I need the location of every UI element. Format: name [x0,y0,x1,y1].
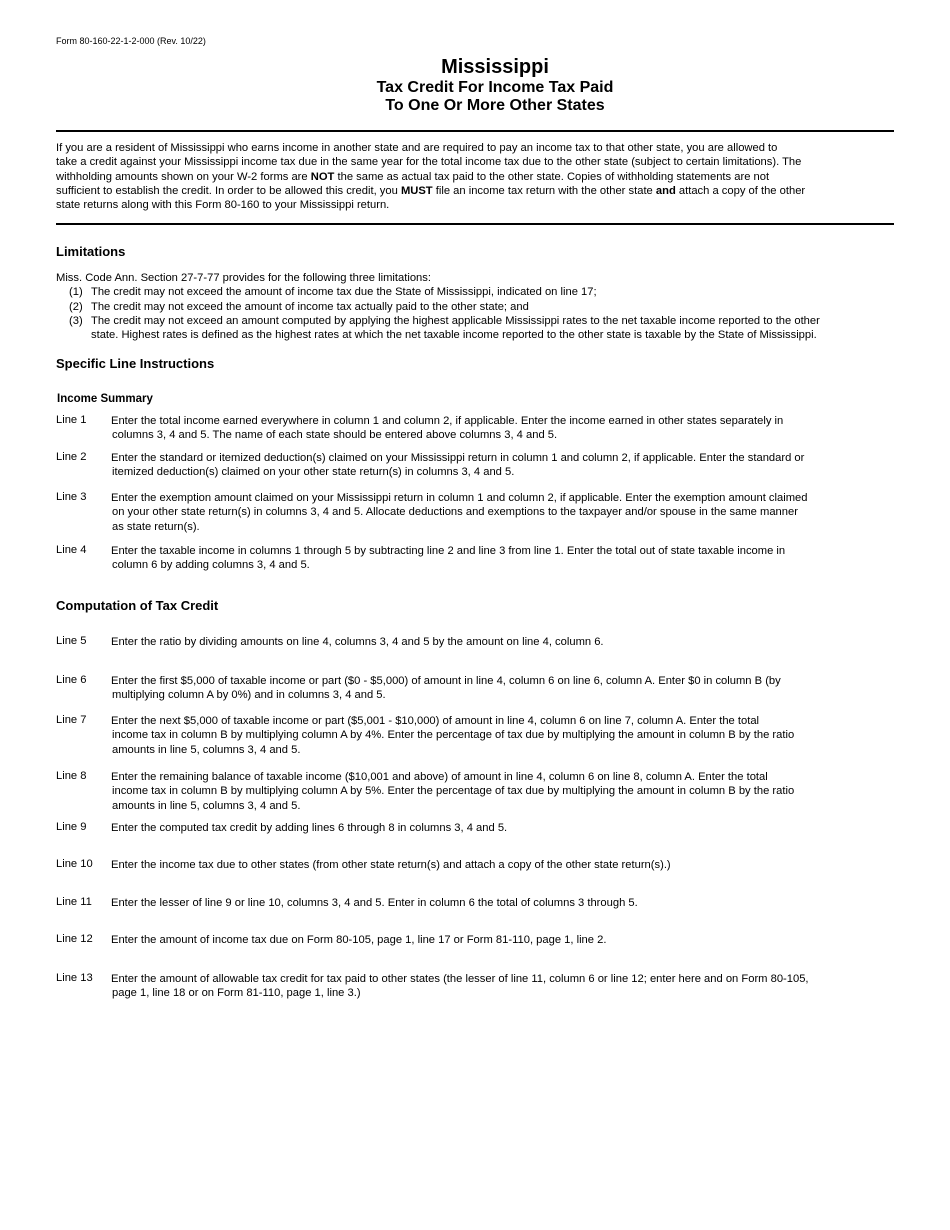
line-10-text: Enter the income tax due to other states (from other state return(s) and attach a copy of the other state return(s).) [111,859,671,871]
line-8-text: Enter the remaining balance of taxable income ($10,001 and above) of amount in line 4, column 6 on line 8, column A. Enter the total income tax in column B by multiplying column A by 5%. Enter the percentage of tax due by multiplying the amount in column B by the ratio amounts in line 5, columns 3, 4 and 5. [111,771,795,812]
line-1-label: Line 1 [56,414,87,426]
line-8-label: Line 8 [56,770,87,782]
line-9-label: Line 9 [56,821,87,833]
limitation-item-3-num: (3) [69,315,83,327]
limitation-item-1-num: (1) [69,286,83,298]
limitations-heading: Limitations [56,244,126,259]
line-6-label: Line 6 [56,674,87,686]
limitations-lead: Miss. Code Ann. Section 27-7-77 provides for the following three limitations: [56,272,431,284]
line-2-label: Line 2 [56,451,87,463]
specific-instructions-heading: Specific Line Instructions [56,356,215,371]
limitation-item-1-text: The credit may not exceed the amount of income tax due the State of Mississippi, indicated on line 17; [91,286,597,298]
line-12-text: Enter the amount of income tax due on Form 80-105, page 1, line 17 or Form 81-110, page 1, line 2. [111,934,607,946]
line-4-text: Enter the taxable income in columns 1 through 5 by subtracting line 2 and line 3 from line 1. Enter the total out of state taxable income in column 6 by adding columns 3, 4 and 5. [111,545,786,572]
form-title-line1: Tax Credit For Income Tax Paid [376,79,614,96]
line-1-text: Enter the total income earned everywhere in column 1 and column 2, if applicable. Enter the income earned in other states separately in columns 3, 4 and 5. The name of each state should be entered above columns 3, 4 and 5. [111,415,784,442]
form-number: Form 80-160-22-1-2-000 (Rev. 10/22) [56,36,206,46]
limitation-item-2-num: (2) [69,301,83,313]
line-7-text: Enter the next $5,000 of taxable income or part ($5,001 - $10,000) of amount in line 4, column 6 on line 7, column A. Enter the total income tax in column B by multiplying column A by 4%. Enter the percentage of tax due by multiplying the amount in column B by the ratio amounts in line 5, columns 3, 4 and 5. [111,715,795,756]
line-3-text: Enter the exemption amount claimed on your Mississippi return in column 1 and column 2, if applicable. Enter the exemption amount claimed on your other state return(s) in columns 3, 4 and 5. Allocate deductions and exemptions to the taxpayer and/or spouse in the same manner as state return(s). [111,492,808,533]
line-11-text: Enter the lesser of line 9 or line 10, columns 3, 4 and 5. Enter in column 6 the total of columns 3 through 5. [111,897,638,909]
line-3-label: Line 3 [56,491,87,503]
line-13-label: Line 13 [56,972,93,984]
limitation-item-3-text: The credit may not exceed an amount computed by applying the highest applicable Mississippi rates to the net taxable income reported to the other state. Highest rates is defined as the highest rates at which the net taxable income reported to the other state is taxable by the State of Mississippi. [91,315,820,342]
form-title-line2: To One Or More Other States [385,97,605,114]
form-title-state: Mississippi [441,56,549,78]
limitation-item-2-text: The credit may not exceed the amount of income tax actually paid to the other state; and [91,301,529,313]
line-4-label: Line 4 [56,544,87,556]
line-13-text: Enter the amount of allowable tax credit for tax paid to other states (the lesser of line 11, column 6 or line 12; enter here and on Form 80-105, page 1, line 18 or on Form 81-110, page 1, line 3.) [111,973,809,1000]
income-summary-heading: Income Summary [57,393,153,405]
line-5-text: Enter the ratio by dividing amounts on line 4, columns 3, 4 and 5 by the amount on line 4, column 6. [111,636,604,648]
line-2-text: Enter the standard or itemized deduction(s) claimed on your Mississippi return in column 1 and column 2, if applicable. Enter the standard or itemized deduction(s) claimed on your other state return(s) in columns 3, 4 and 5. [111,452,805,479]
line-7-label: Line 7 [56,714,87,726]
line-11-label: Line 11 [56,896,92,908]
computation-heading: Computation of Tax Credit [56,598,219,613]
line-12-label: Line 12 [56,933,93,945]
top-divider [56,130,894,132]
intro-divider [56,223,894,225]
line-5-label: Line 5 [56,635,87,647]
line-9-text: Enter the computed tax credit by adding lines 6 through 8 in columns 3, 4 and 5. [111,822,508,834]
line-6-text: Enter the first $5,000 of taxable income or part ($0 - $5,000) of amount in line 4, column 6 on line 6, column A. Enter $0 in column B (by multiplying column A by 0%) and in columns 3, 4 and 5. [111,675,781,702]
line-10-label: Line 10 [56,858,93,870]
intro-paragraph: If you are a resident of Mississippi who earns income in another state and are required to pay an income tax to that other state, you are allowed to take a credit against your Mississippi income tax due in the same year for the total income tax due to the other state (subject to certain limitations). The withholding amounts shown on your W-2 forms are NOT the same as actual tax paid to the other state. Copies of withholding statements are not sufficient to establish the credit. In order to be allowed this credit, you MUST file an income tax return with the other state and attach a copy of the other state returns along with this Form 80-160 to your Mississippi return. [56,142,806,212]
